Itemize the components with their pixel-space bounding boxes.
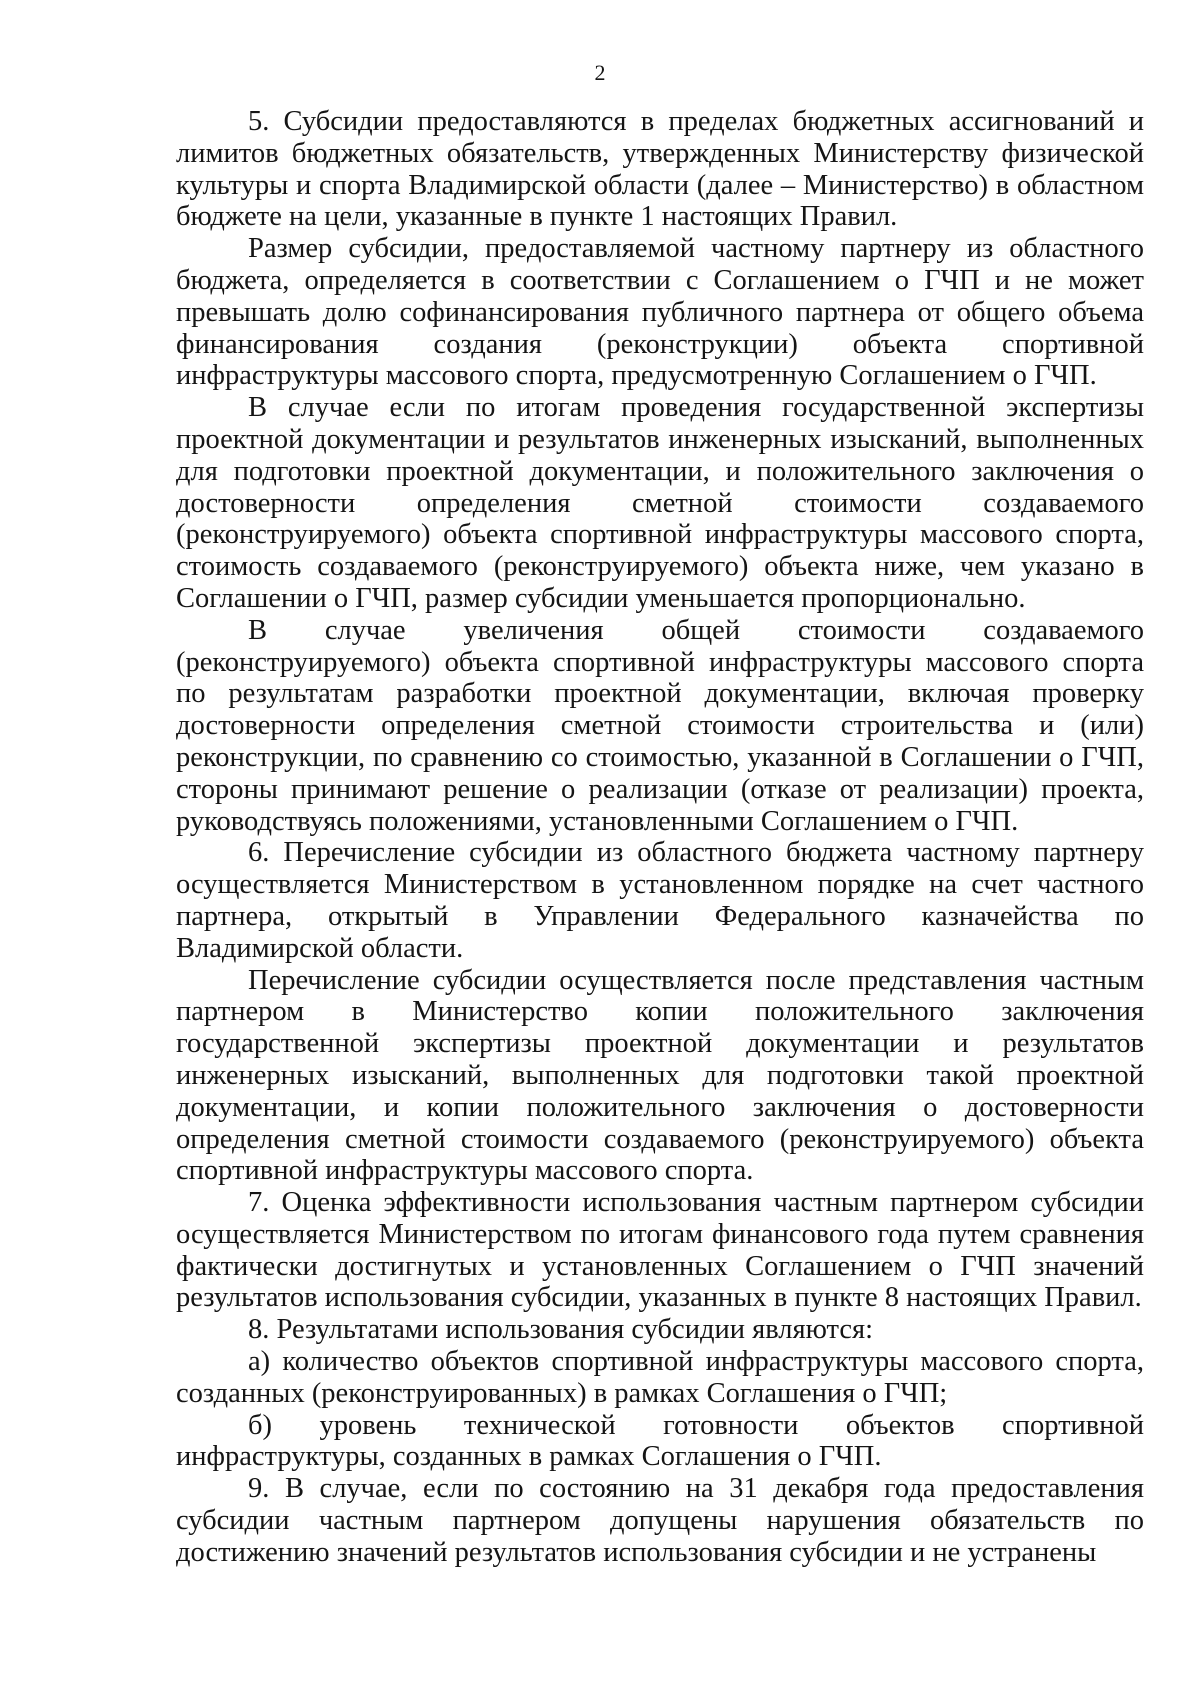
list-item-b: б) уровень технической готовности объектов спортивной инфраструктуры, созданных в рамках Соглашения о ГЧП. [176,1409,1144,1473]
paragraph-cost-increase: В случае увеличения общей стоимости создаваемого (реконструируемого) объекта спортивной инфраструктуры массового спорта по результатам разработки проектной документации, включая проверку достоверности определения сметной стоимости строительства и (или) реконструкции, по сравнению со стоимостью, указанной в Соглашении о ГЧП, стороны принимают решение о реализации (отказе от реализации) проекта, руководствуясь положениями, установленными Соглашением о ГЧП. [176,614,1144,837]
paragraph-9: 9. В случае, если по состоянию на 31 декабря года предоставления субсидии частным партнером допущены нарушения обязательств по достижению значений результатов использования субсидии и не устранены [176,1473,1144,1568]
list-item-a: а) количество объектов спортивной инфраструктуры массового спорта, созданных (реконструированных) в рамках Соглашения о ГЧП; [176,1346,1144,1409]
paragraph-8: 8. Результатами использования субсидии являются: [248,1314,873,1346]
page-number: 2 [594,60,606,85]
paragraph-subsidy-size: Размер субсидии, предоставляемой частному партнеру из областного бюджета, определяется в соответствии с Соглашением о ГЧП и не может превышать долю софинансирования публичного партнера от общего объема финансирования создания (реконструкции) объекта спортивной инфраструктуры массового спорта, предусмотренную Соглашением о ГЧП. [176,233,1144,392]
document-body [176,106,1144,1569]
paragraph-cost-decrease: В случае если по итогам проведения государственной экспертизы проектной документации и результатов инженерных изысканий, выполненных для подготовки проектной документации, и положительного заключения о достоверности определения сметной стоимости создаваемого (реконструируемого) объекта спортивной инфраструктуры массового спорта, стоимость создаваемого (реконструируемого) объекта ниже, чем указано в Соглашении о ГЧП, размер субсидии уменьшается пропорционально. [176,392,1144,614]
paragraph-7: 7. Оценка эффективности использования частным партнером субсидии осуществляется Министерством по итогам финансового года путем сравнения фактически достигнутых и установленных Соглашением о ГЧП значений результатов использования субсидии, указанных в пункте 8 настоящих Правил. [176,1187,1144,1314]
paragraph-6: 6. Перечисление субсидии из областного бюджета частному партнеру осуществляется Министерством в установленном порядке на счет частного партнера, открытый в Управлении Федерального казначейства по Владимирской области. [176,837,1144,964]
paragraph-transfer-conditions: Перечисление субсидии осуществляется после представления частным партнером в Министерство копии положительного заключения государственной экспертизы проектной документации и результатов инженерных изысканий, выполненных для подготовки такой проектной документации, и копии положительного заключения о достоверности определения сметной стоимости создаваемого (реконструируемого) объекта спортивной инфраструктуры массового спорта. [176,964,1144,1187]
paragraph-5: 5. Субсидии предоставляются в пределах бюджетных ассигнований и лимитов бюджетных обязательств, утвержденных Министерству физической культуры и спорта Владимирской области (далее – Министерство) в областном бюджете на цели, указанные в пункте 1 настоящих Правил. [176,106,1144,233]
